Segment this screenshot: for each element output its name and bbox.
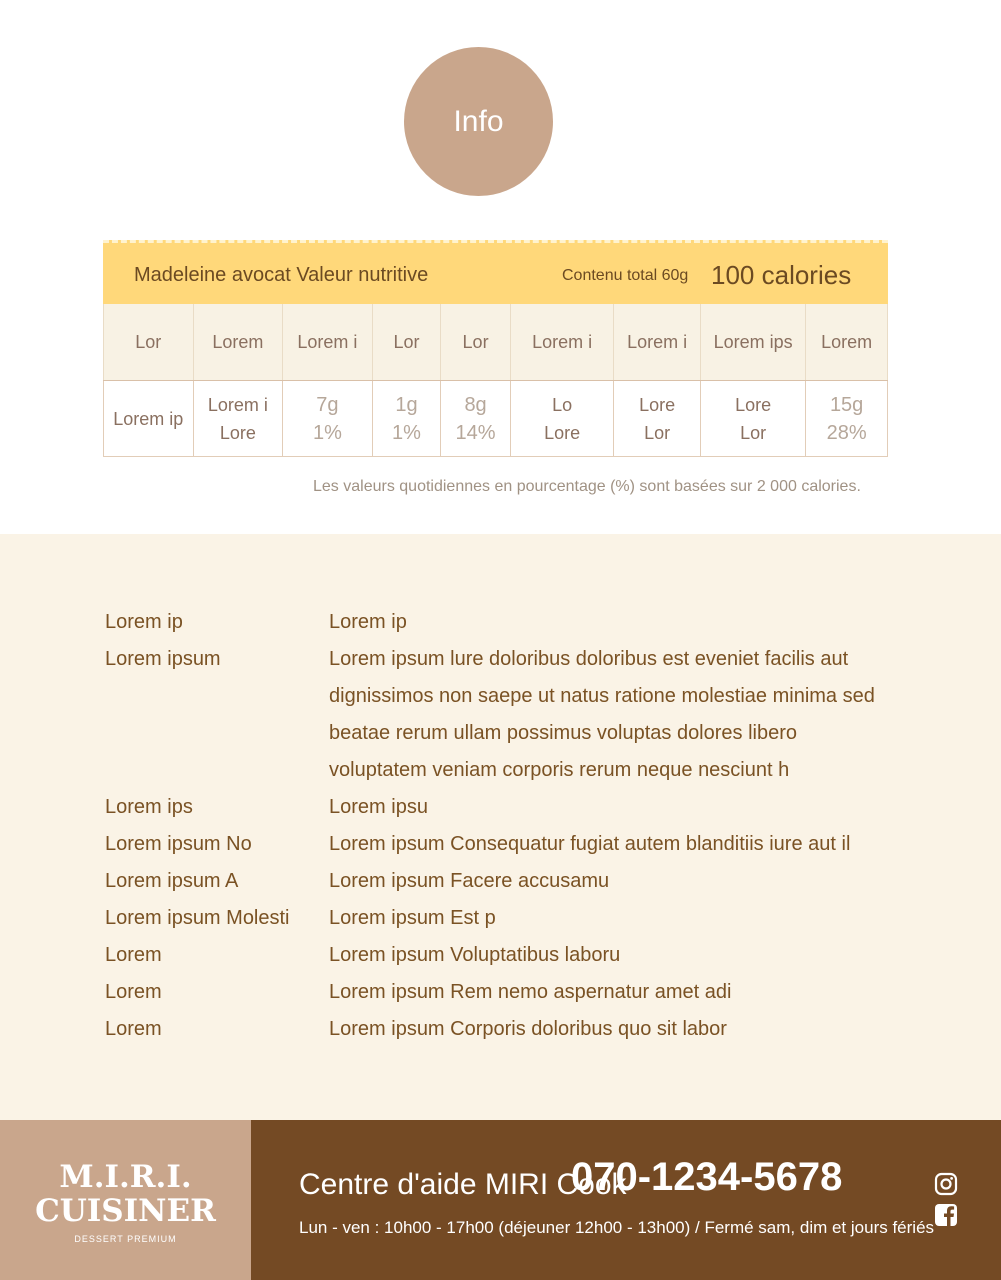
nutrition-cell: 15g 28% [806,381,888,457]
detail-label: Lorem ipsum A [105,870,239,892]
nutrition-value-row [104,381,888,457]
nutrition-cell: 7g 1% [283,381,373,457]
detail-value: Lorem ipsum Rem nemo aspernatur amet adi [329,981,732,1003]
nutrition-header-row [104,304,888,381]
nutrition-header [103,240,888,304]
detail-label: Lorem ipsum [105,648,221,670]
detail-label: Lorem ipsum Molesti [105,907,290,929]
nutrition-col-header: Lorem i [510,304,613,381]
nutrition-cell: Lorem ip [104,381,194,457]
info-button[interactable]: Info [404,47,553,196]
detail-value: Lorem ipsum Consequatur fugiat autem blanditiis iure aut il [329,833,851,855]
nutrition-calories: 100 calories [711,260,852,290]
logo-tagline: DESSERT PREMIUM [74,1234,177,1244]
detail-value: Lorem ipsum Voluptatibus laboru [329,944,621,966]
help-center-title: Centre d'aide MIRI Cook [299,1168,627,1201]
nutrition-note: Les valeurs quotidiennes en pourcentage (%) sont basées sur 2 000 calories. [313,478,861,495]
nutrition-col-header: Lor [441,304,511,381]
detail-label: Lorem ip [105,611,183,633]
nutrition-cell: Lorem i Lore [193,381,283,457]
detail-value: Lorem ipsum Facere accusamu [329,870,610,892]
detail-value: Lorem ipsum Est p [329,907,496,929]
phone-number[interactable]: 070-1234-5678 [571,1155,843,1199]
nutrition-cell: Lore Lor [614,381,701,457]
logo-line-1: M.I.R.I. [59,1159,192,1195]
detail-value: Lorem ipsum Corporis doloribus quo sit labor [329,1018,727,1040]
opening-hours: Lun - ven : 10h00 - 17h00 (déjeuner 12h00 - 13h00) / Fermé sam, dim et jours fériés [299,1218,935,1237]
detail-value: Lorem ipsu [329,796,428,818]
nutrition-col-header: Lorem [193,304,283,381]
nutrition-total-content: Contenu total 60g [562,267,689,284]
nutrition-col-header: Lorem i [614,304,701,381]
nutrition-section [0,0,1001,534]
nutrition-cell: 8g 14% [441,381,511,457]
nutrition-cell: 1g 1% [372,381,441,457]
nutrition-cell: Lo Lore [510,381,613,457]
nutrition-cell: Lore Lor [700,381,805,457]
detail-label: Lorem ips [105,796,193,818]
brand-logo[interactable] [0,1120,251,1280]
product-details-section [0,534,1001,1120]
nutrition-title: Madeleine avocat Valeur nutritive [134,264,429,286]
detail-value: Lorem ip [329,611,407,633]
nutrition-col-header: Lorem i [283,304,373,381]
logo-line-2: CUISINER [35,1193,216,1229]
facebook-icon[interactable] [934,1203,958,1227]
detail-label: Lorem [105,1018,162,1040]
detail-label: Lorem ipsum No [105,833,252,855]
nutrition-col-header: Lorem [806,304,888,381]
detail-label: Lorem [105,944,162,966]
detail-value: Lorem ipsum lure doloribus doloribus est eveniet facilis aut dignissimos non saepe ut natus ratione molestiae minima sed beatae rerum ullam possimus voluptas dolores libero voluptatem veniam corporis rerum neque nesciunt h [329,648,875,781]
nutrition-table [103,304,888,457]
footer [0,1120,1001,1280]
instagram-icon[interactable] [934,1172,958,1196]
detail-label: Lorem [105,981,162,1003]
nutrition-col-header: Lorem ips [700,304,805,381]
nutrition-col-header: Lor [372,304,441,381]
nutrition-col-header: Lor [104,304,194,381]
